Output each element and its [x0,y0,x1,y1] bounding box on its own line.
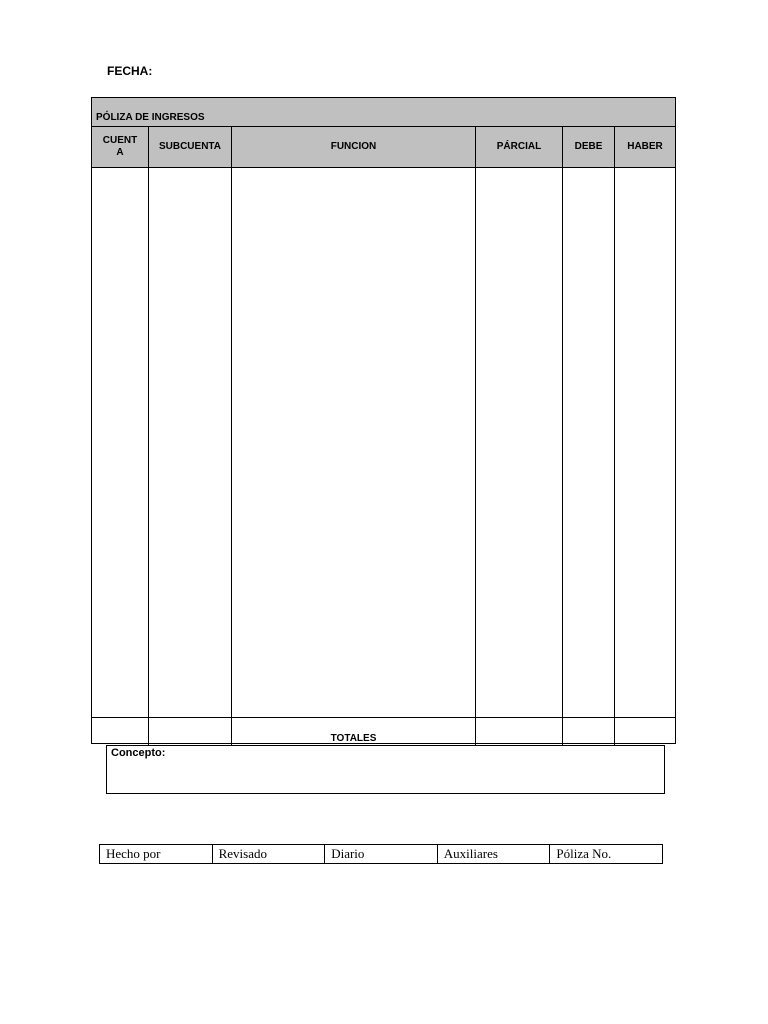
signoff-diario: Diario [325,845,438,863]
column-divider [475,168,476,745]
column-header-cuenta [92,127,149,168]
poliza-table [91,97,676,744]
column-divider [148,168,149,745]
signoff-table [99,844,663,864]
signoff-hecho-por: Hecho por [100,845,213,863]
column-header-funcion: FUNCION [232,127,476,168]
concepto-box [106,745,665,794]
column-header-parcial: PÁRCIAL [476,127,563,168]
column-divider [614,168,615,745]
fecha-label: FECHA: [107,64,153,78]
signoff-auxiliares: Auxiliares [438,845,551,863]
column-header-haber: HABER [615,127,675,168]
poliza-title: PÓLIZA DE INGRESOS [92,98,675,127]
column-header-cuenta-label: CUENT A [102,135,138,158]
column-header-debe: DEBE [563,127,615,168]
column-header-subcuenta: SUBCUENTA [149,127,232,168]
signoff-revisado: Revisado [213,845,326,863]
column-divider [562,168,563,745]
totales-label: TOTALES [330,733,377,744]
concepto-label: Concepto: [111,747,166,759]
column-divider [231,168,232,745]
signoff-poliza-no: Póliza No. [556,846,612,861]
